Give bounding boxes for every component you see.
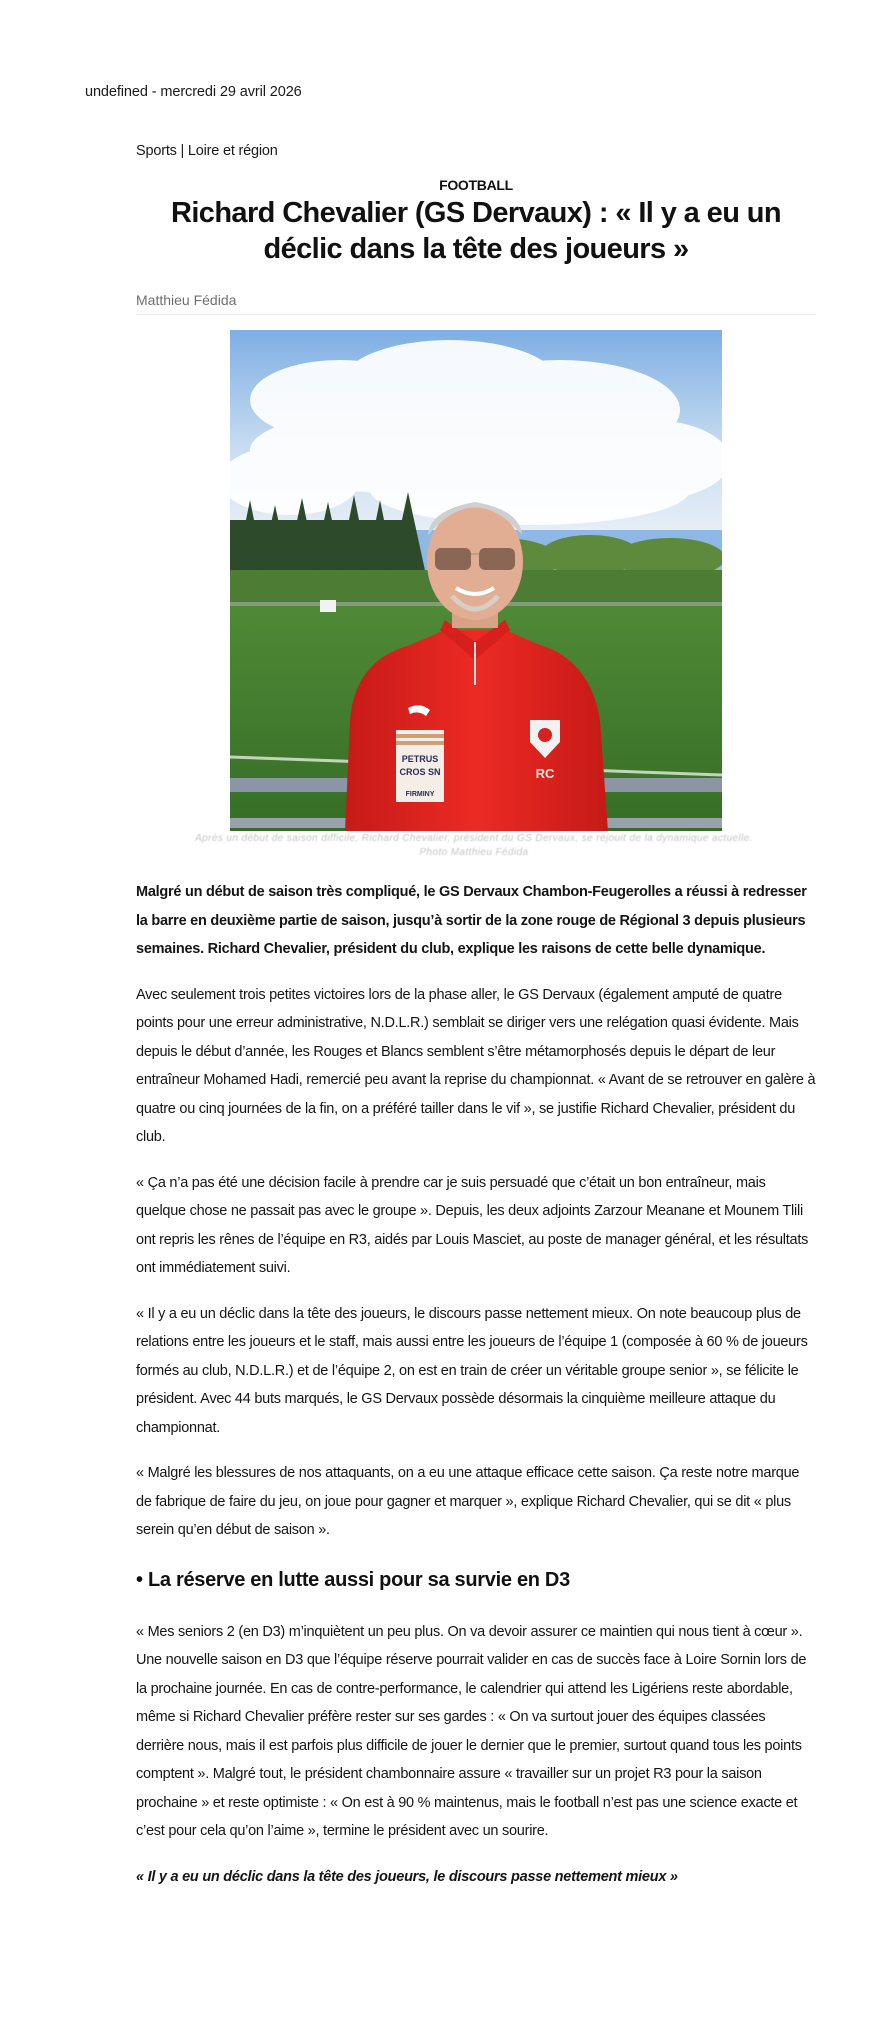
byline-divider [136,314,816,315]
photo-credit: Photo Matthieu Fédida [419,847,529,858]
article-headline: Richard Chevalier (GS Dervaux) : « Il y a eu un déclic dans la tête des joueurs » [170,197,781,265]
article-photo [230,330,722,831]
article-lead: Malgré un début de saison très compliqué, le GS Dervaux Chambon-Feugerolles a réussi à redresser la barre en deuxième partie de saison, jusqu’à sortir de la zone rouge de Régional 3 depuis plusieurs semaines. Richard Chevalier, président du club, explique les raisons de cette belle dynamique. [136,884,807,957]
article-paragraph: « Il y a eu un déclic dans la tête des joueurs, le discours passe nettement mieux. On note beaucoup plus de relations entre les joueurs et le staff, mais aussi entre les joueurs de l’équipe 1 (composée à 60 % de joueurs formés au club, N.D.L.R.) et de l’équipe 2, on est en train de créer un véritable groupe senior », se félicite le président. Avec 44 buts marqués, le GS Dervaux possède désormais la cinquième meilleure attaque du championnat. [136,1305,808,1436]
photo-jacket [345,630,608,831]
svg-text:RC: RC [535,766,555,781]
article-byline: Matthieu Fédida [136,292,237,308]
svg-text:PETRUS: PETRUS [401,754,439,764]
article-pull-quote: « Il y a eu un déclic dans la tête des joueurs, le discours passe nettement mieux » [136,1868,678,1885]
article-paragraph: « Ça n’a pas été une décision facile à prendre car je suis persuadé que c’était un bon entraîneur, mais quelque chose ne passait pas avec le groupe ». Depuis, les deux adjoints Zarzour Meanane et Mounem Tlili ont repris les rênes de l’équipe en R3, aidés par Louis Masciet, au poste de manager général, et les résultats ont immédiatement suivi. [136,1174,809,1276]
article-kicker: FOOTBALL [439,177,513,193]
article-paragraph: Avec seulement trois petites victoires lors de la phase aller, le GS Dervaux (également amputé de quatre points pour une erreur administrative, N.D.L.R.) semblait se diriger vers une relégation quasi évidente. Mais depuis le début d’année, les Rouges et Blancs semblent s’être métamorphosés depuis le départ de leur entraîneur Mohamed Hadi, remercié peu avant la reprise du championnat. « Avant de se retrouver en galère à quatre ou cinq journées de la fin, on a préféré tailler dans le vif », se justifie Richard Chevalier, président du club. [136,986,816,1145]
photo-caption [172,832,776,860]
article-body [136,878,816,1908]
svg-text:CROS SN: CROS SN [399,767,441,777]
page-header-date: undefined - mercredi 29 avril 2026 [85,84,302,100]
section-breadcrumb: Sports | Loire et région [136,143,278,159]
article-subheading: • La réserve en lutte aussi pour sa survie en D3 [136,1568,570,1591]
svg-text:FIRMINY: FIRMINY [405,791,435,798]
article-paragraph: « Mes seniors 2 (en D3) m’inquiètent un peu plus. On va devoir assurer ce maintien qui nous tient à cœur ». Une nouvelle saison en D3 que l’équipe réserve pourrait valider en cas de succès face à Loire Sornin lors de la prochaine journée. En cas de contre-performance, le calendrier qui attend les Ligériens reste abordable, même si Richard Chevalier préfère rester sur ses gardes : « On va surtout jouer des équipes classées derrière nous, mais il est parfois plus difficile de jouer le dernier que le premier, surtout quand tous les points comptent ». Malgré tout, le président chambonnaire assure « travailler sur un projet R3 pour la saison prochaine » et reste optimiste : « On est à 90 % maintenus, mais le football n’est pas une science exacte et c’est pour cela qu’on l’aime », termine le président avec un sourire. [136,1623,807,1839]
photo-caption-text: Après un début de saison difficile, Richard Chevalier, président du GS Dervaux, se réjouit de la dynamique actuelle. [195,833,753,844]
article-paragraph: « Malgré les blessures de nos attaquants, on a eu une attaque efficace cette saison. Ça reste notre marque de fabrique de faire du jeu, on joue pour gagner et marquer », explique Richard Chevalier, qui se dit « plus serein qu’en début de saison ». [136,1465,800,1538]
photo-illustration [230,330,722,831]
